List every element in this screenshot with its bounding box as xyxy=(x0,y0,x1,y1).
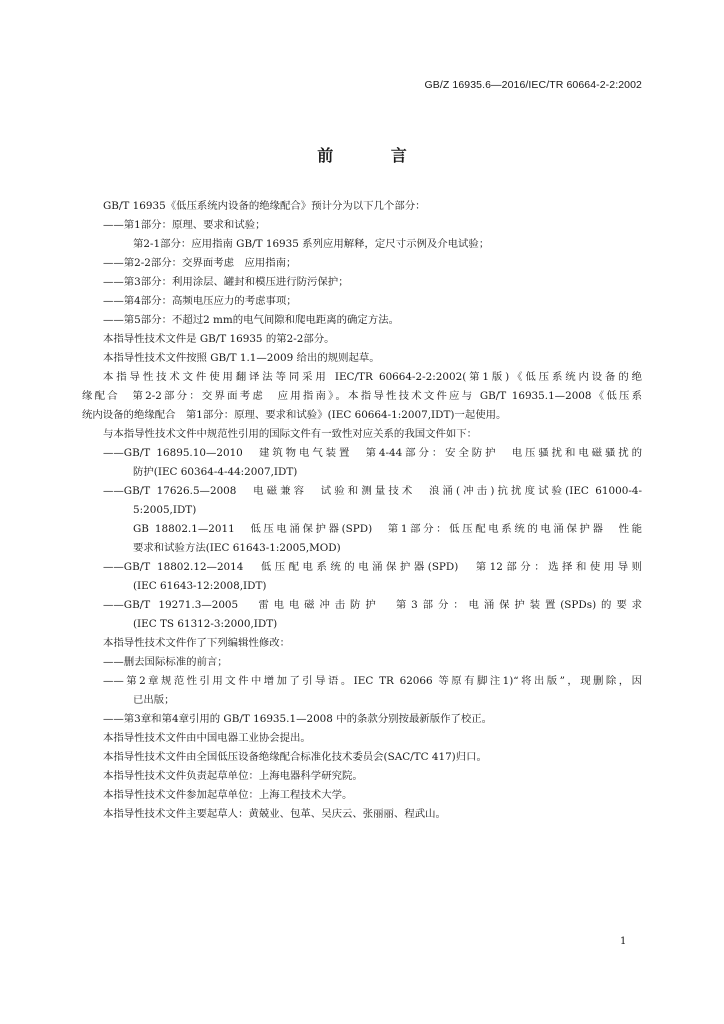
list-item: ——第2章规范性引用文件中增加了引导语。IEC TR 62066 等原有脚注1)“将出版”，现删除，因 xyxy=(103,675,642,687)
text-line: 本指导性技术文件由全国低压设备绝缘配合标准化技术委员会(SAC/TC 417)归口。 xyxy=(103,751,487,763)
reference-item: ——GB/T 19271.3—2005 雷电电磁冲击防护 第3部分：电涌保护装置(SPDs)的要求 xyxy=(103,599,642,611)
list-item: ——第3部分：利用涂层、罐封和模压进行防污保护； xyxy=(103,276,349,288)
text-line: 本指导性技术文件按照 GB/T 1.1—2009 给出的规则起草。 xyxy=(103,352,380,364)
reference-item: GB 18802.1—2011 低压电涌保护器(SPD) 第1部分：低压配电系统的电涌保护器 性能 xyxy=(133,523,642,535)
list-item: ——第4部分：高频电压应力的考虑事项； xyxy=(103,295,297,307)
text-line: 本指导性技术文件使用翻译法等同采用 IEC/TR 60664-2-2:2002(第1版)《低压系统内设备的绝 xyxy=(103,371,642,383)
reference-item: ——GB/T 16895.10—2010 建筑物电气装置 第4-44部分：安全防护 电压骚扰和电磁骚扰的 xyxy=(103,447,642,459)
page-number: 1 xyxy=(620,936,627,947)
list-item: ——第2-2部分：交界面考虑 应用指南； xyxy=(103,257,297,269)
list-item: 第2-1部分：应用指南 GB/T 16935 系列应用解释，定尺寸示例及介电试验； xyxy=(133,238,490,250)
text-line: 本指导性技术文件作了下列编辑性修改： xyxy=(103,637,291,649)
text-line: 本指导性技术文件参加起草单位：上海工程技术大学。 xyxy=(103,789,353,801)
list-item: 已出版； xyxy=(133,694,175,706)
text-line: 本指导性技术文件负责起草单位：上海电器科学研究院。 xyxy=(103,770,363,782)
text-line: 本指导性技术文件是 GB/T 16935 的第2-2部分。 xyxy=(103,333,335,345)
list-item: ——第3章和第4章引用的 GB/T 16935.1—2008 中的条款分别按最新版作了校正。 xyxy=(103,713,493,725)
text-line: 本指导性技术文件由中国电器工业协会提出。 xyxy=(103,732,311,744)
text-line: GB/T 16935《低压系统内设备的绝缘配合》预计分为以下几个部分： xyxy=(103,200,426,212)
text-line: 与本指导性技术文件中规范性引用的国际文件有一致性对应关系的我国文件如下： xyxy=(103,428,478,440)
list-item: ——第1部分：原理、要求和试验； xyxy=(103,219,266,231)
reference-item: (IEC 61643-12:2008,IDT) xyxy=(133,580,267,592)
text-line: 统内设备的绝缘配合 第1部分：原理、要求和试验》(IEC 60664-1:2007,IDT)一起使用。 xyxy=(82,409,507,421)
text-line: 本指导性技术文件主要起草人：黄兢业、包革、吴庆云、张丽丽、程武山。 xyxy=(103,808,446,820)
reference-item: (IEC TS 61312-3:2000,IDT) xyxy=(133,618,278,630)
document-code: GB/Z 16935.6—2016/IEC/TR 60664-2-2:2002 xyxy=(424,79,642,91)
reference-item: 5:2005,IDT) xyxy=(133,504,197,516)
page-title: 前 言 xyxy=(317,146,433,165)
text-line: 缘配合 第2-2部分：交界面考虑 应用指南》。本指导性技术文件应与 GB/T 16935.1—2008《低压系 xyxy=(82,390,642,402)
reference-item: ——GB/T 17626.5—2008 电磁兼容 试验和测量技术 浪涌(冲击)抗扰度试验(IEC 61000-4- xyxy=(103,485,642,497)
list-item: ——第5部分：不超过2 mm的电气间隙和爬电距离的确定方法。 xyxy=(103,314,399,326)
reference-item: 防护(IEC 60364-4-44:2007,IDT) xyxy=(133,466,298,478)
list-item: ——删去国际标准的前言； xyxy=(103,656,228,668)
reference-item: ——GB/T 18802.12—2014 低压配电系统的电涌保护器(SPD) 第12部分：选择和使用导则 xyxy=(103,561,642,573)
reference-item: 要求和试验方法(IEC 61643-1:2005,MOD) xyxy=(133,542,341,554)
